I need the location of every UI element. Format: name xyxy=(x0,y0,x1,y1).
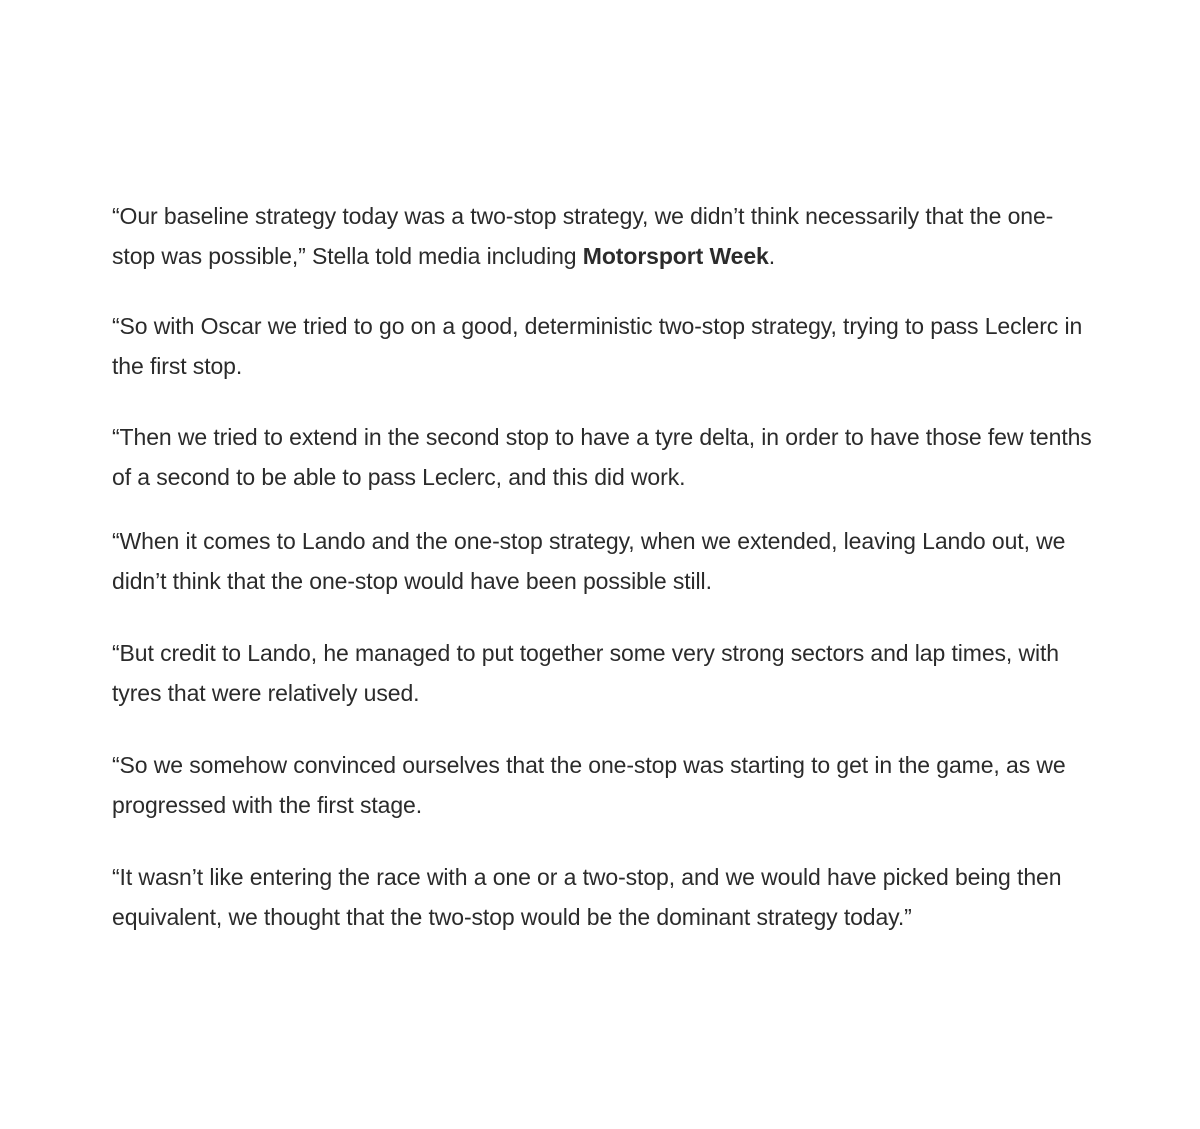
paragraph-1 xyxy=(112,196,1092,276)
paragraph-5: “But credit to Lando, he managed to put together some very strong sectors and lap times, with tyres that were relatively used. xyxy=(112,640,1059,706)
article-body xyxy=(112,196,1092,937)
paragraph-1-text: “Our baseline strategy today was a two-stop strategy, we didn’t think necessarily that the one-stop was possible,” Stella told media including xyxy=(112,203,1054,269)
paragraph-2: “So with Oscar we tried to go on a good, deterministic two-stop strategy, trying to pass Leclerc in the first stop. xyxy=(112,313,1083,379)
publication-name: Motorsport Week xyxy=(582,243,769,269)
paragraph-1-end: . xyxy=(768,243,776,269)
paragraph-7: “It wasn’t like entering the race with a one or a two-stop, and we would have picked being then equivalent, we thought that the two-stop would be the dominant strategy today.” xyxy=(112,864,1062,930)
paragraph-3: “Then we tried to extend in the second stop to have a tyre delta, in order to have those few tenths of a second to be able to pass Leclerc, and this did work. xyxy=(112,424,1092,490)
paragraph-6: “So we somehow convinced ourselves that the one-stop was starting to get in the game, as we progressed with the first stage. xyxy=(112,752,1066,818)
paragraph-4: “When it comes to Lando and the one-stop strategy, when we extended, leaving Lando out, we didn’t think that the one-stop would have been possible still. xyxy=(112,528,1066,594)
